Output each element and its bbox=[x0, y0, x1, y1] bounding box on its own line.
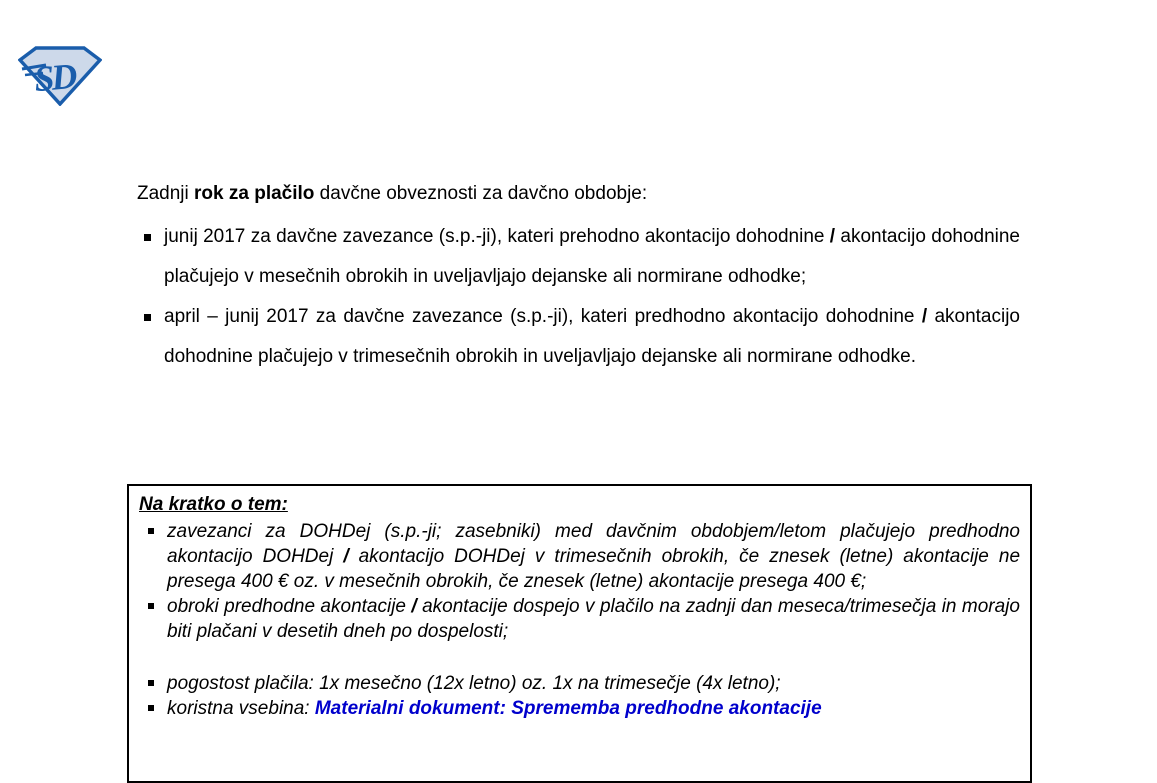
text-segment: akontacijo dohodnine plačujejo v mesečnih obrokih in uveljavljajo dejanske ali normirane odhodke; bbox=[164, 226, 1021, 287]
text-segment: akontacije dospejo v plačilo na zadnji dan meseca/trimesečja in morajo biti plačani v desetih dneh po dospelosti; bbox=[167, 596, 1020, 642]
svg-text:SD: SD bbox=[32, 55, 76, 100]
summary-box-title: Na kratko o tem: bbox=[139, 494, 288, 515]
company-logo bbox=[18, 46, 102, 106]
summary-item-installments bbox=[139, 519, 1020, 594]
list-item-monthly bbox=[137, 217, 1020, 297]
summary-item-due-dates bbox=[139, 594, 1020, 644]
text-segment: akontacijo DOHDej v trimesečnih obrokih, če znesek (letne) akontacije ne presega 400 € oz. v mesečnih obrokih, če znesek (letne) akontacije presega 400 €; bbox=[167, 546, 1021, 592]
bold-slash-segment: / bbox=[411, 596, 417, 617]
sd-shield-icon bbox=[18, 46, 102, 106]
bold-slash-segment: / bbox=[921, 306, 928, 327]
intro-text-segment: Zadnji bbox=[137, 183, 195, 204]
text-segment: zavezanci za DOHDej (s.p.-ji; zasebniki) med davčnim obdobjem/letom plačujejo predhodno akontacijo DOHDej bbox=[167, 521, 1020, 567]
deadline-list bbox=[137, 217, 1020, 377]
intro-bold-segment: rok za plačilo bbox=[194, 183, 315, 204]
intro-text-segment: davčne obveznosti za davčno obdobje: bbox=[314, 183, 648, 204]
summary-item-frequency bbox=[139, 671, 1020, 696]
text-segment: akontacijo dohodnine plačujejo v trimesečnih obrokih in uveljavljajo dejanske ali normirane odhodke. bbox=[164, 306, 1020, 367]
text-segment: obroki predhodne akontacije bbox=[167, 596, 412, 617]
summary-box bbox=[127, 484, 1032, 783]
summary-item-useful-content bbox=[139, 696, 1020, 721]
material-document-link[interactable]: Materialni dokument: Sprememba predhodne akontacije bbox=[314, 698, 822, 719]
intro-paragraph bbox=[137, 181, 1020, 207]
text-segment: koristna vsebina: bbox=[167, 698, 315, 719]
text-segment: junij 2017 za davčne zavezance (s.p.-ji), kateri prehodno akontacijo dohodnine bbox=[164, 226, 830, 247]
list-item-quarterly bbox=[137, 297, 1020, 377]
text-segment: pogostost plačila: 1x mesečno (12x letno) oz. 1x na trimesečje (4x letno); bbox=[167, 673, 781, 694]
bold-slash-segment: / bbox=[829, 226, 836, 247]
bold-slash-segment: / bbox=[343, 546, 349, 567]
text-segment: april – junij 2017 za davčne zavezance (s.p.-ji), kateri predhodno akontacijo dohodnine bbox=[164, 306, 922, 327]
